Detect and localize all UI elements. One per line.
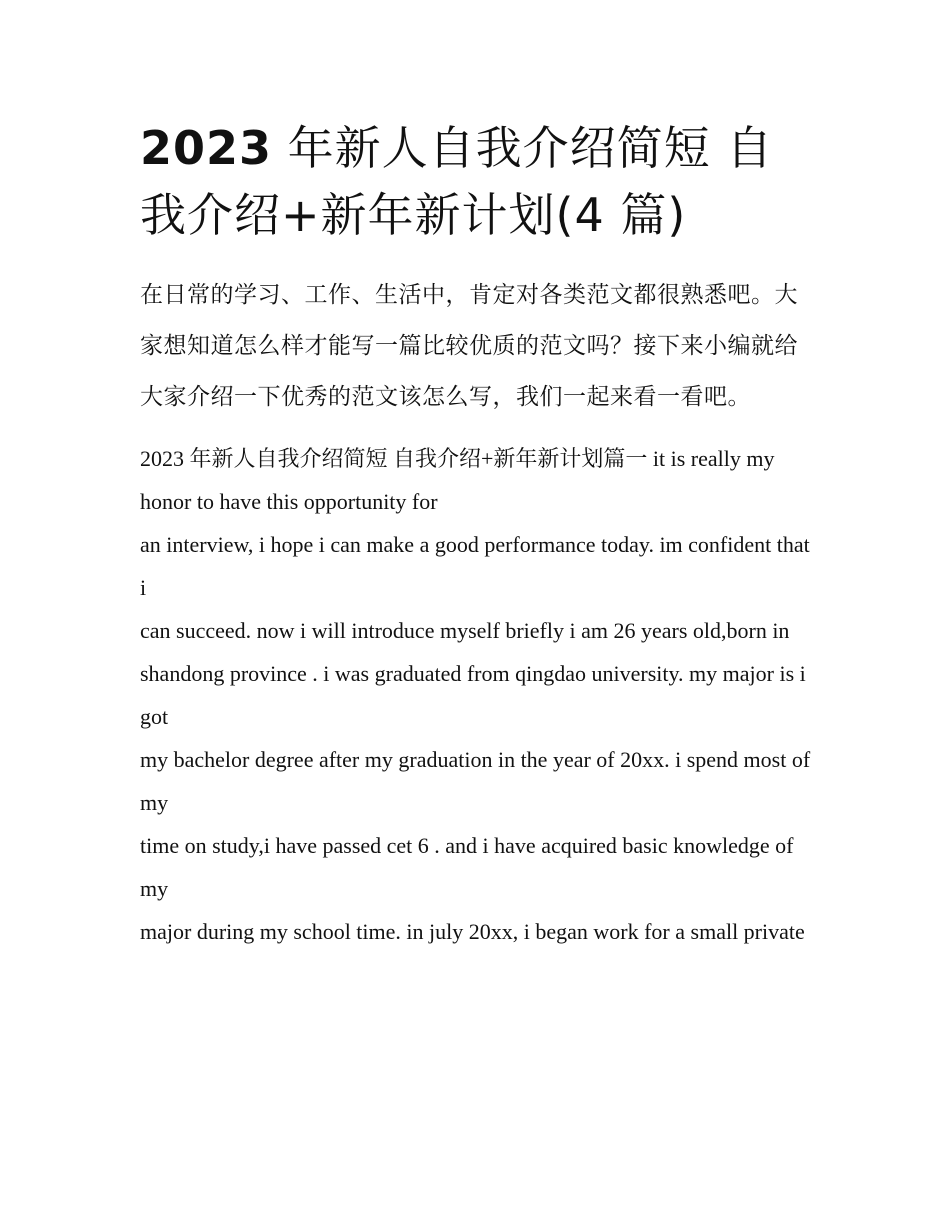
document-title: 2023 年新人自我介绍简短 自我介绍+新年新计划(4 篇) [140,121,774,242]
body-line: major during my school time. in july 20xx, i began work for a small private [140,919,805,944]
body-text [140,437,820,953]
body-line: shandong province . i was graduated from qingdao university. my major is i got [140,661,806,729]
body-line: can succeed. now i will introduce myself briefly i am 26 years old,born in [140,618,790,643]
body-line: my bachelor degree after my graduation in the year of 20xx. i spend most of my [140,747,811,815]
title-year: 2023 [140,121,273,175]
intro-paragraph: 在日常的学习、工作、生活中，肯定对各类范文都很熟悉吧。大家想知道怎么样才能写一篇比较优质的范文吗？接下来小编就给大家介绍一下优秀的范文该怎么写，我们一起来看一看吧。 [140,282,798,410]
body-line: time on study,i have passed cet 6 . and i have acquired basic knowledge of my [140,833,794,901]
body-line: an interview, i hope i can make a good performance today. im confident that i [140,532,810,600]
document-page [140,115,820,953]
body-line: 2023 年新人自我介绍简短 自我介绍+新年新计划篇一 it is really my honor to have this opportunity for [140,446,775,514]
